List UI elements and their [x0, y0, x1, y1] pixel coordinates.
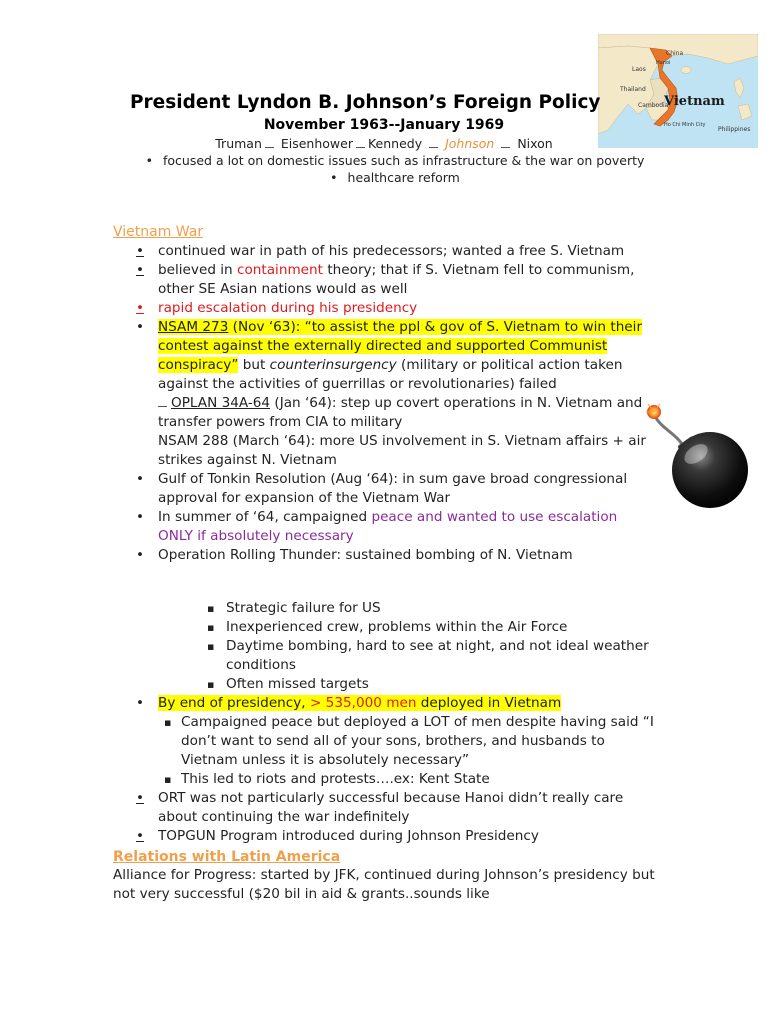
map-label-hanoi: Hanoi [656, 60, 671, 66]
sub-item: ▪ Strategic failure for US [207, 600, 381, 616]
separator-mark [265, 139, 274, 148]
list-item: • By end of presidency, > 535,000 men deployed in Vietnam [136, 695, 562, 711]
nsam-273-term: NSAM 273 [158, 319, 229, 335]
vietnam-war-list-cont [136, 694, 656, 846]
separator-mark [501, 139, 510, 148]
page-title: President Lyndon B. Johnson’s Foreign Policy [130, 92, 600, 113]
intro-list [140, 152, 650, 186]
page-subtitle: November 1963--January 1969 [263, 117, 505, 133]
sub-item: OPLAN 34A-64 (Jan ‘64): step up covert operations in N. Vietnam and transfer powers from CIA to military [158, 395, 643, 430]
map-label-laos: Laos [632, 66, 646, 73]
separator-mark [356, 139, 365, 148]
sub-item: NSAM 288 (March ‘64): more US involvement in S. Vietnam affairs + air strikes against N. Vietnam [158, 433, 646, 468]
list-item: • NSAM 273 (Nov ‘63): “to assist the ppl & gov of S. Vietnam to win their contest against the externally directed and supported Communist conspiracy” but counterinsurgency (military or political action taken against the activities of guerrillas or revolutionaries) failed OPLAN 34A-64 (Jan ‘64): step up covert operations in N. Vietnam and transfer powers from CIA to military NSAM 288 (March ‘64): more US involvement in S. Vietnam affairs + air strikes against N. Vietnam [136, 318, 656, 470]
map-label-hcmc: Ho Chi Minh City [664, 122, 706, 128]
list-item: • ORT was not particularly successful because Hanoi didn’t really care about continuing the war indefinitely [136, 790, 624, 825]
rolling-thunder-sublist [136, 599, 666, 694]
map-label-cambodia: Cambodia [638, 102, 669, 109]
separator-mark [429, 139, 438, 148]
intro-item: • focused a lot on domestic issues such as infrastructure & the war on poverty [145, 153, 645, 168]
president-truman: Truman [215, 136, 262, 151]
list-item: • In summer of ‘64, campaigned peace and wanted to use escalation ONLY if absolutely necessary [136, 509, 618, 544]
sub-item: ▪ Daytime bombing, hard to see at night, and not ideal weather conditions [207, 638, 649, 673]
president-johnson: Johnson [445, 136, 495, 151]
containment-term: containment [236, 262, 323, 278]
bomb-image [640, 398, 766, 510]
bomb-icon [640, 398, 766, 510]
map-label-vietnam: Vietnam [664, 94, 725, 109]
map-label-china: China [666, 50, 684, 57]
sub-item: ▪ Campaigned peace but deployed a LOT of men despite having said “I don’t want to send all of your sons, brothers, and husbands to Vietnam unless it is absolutely necessary” [164, 714, 654, 768]
map-label-philippines: Philippines [718, 126, 751, 133]
list-item: • believed in containment theory; that if S. Vietnam fell to communism, other SE Asian nations would as well [136, 262, 635, 297]
intro-item: • healthcare reform [330, 170, 460, 185]
president-eisenhower: Eisenhower [280, 136, 353, 151]
list-item: • rapid escalation during his presidency [136, 300, 418, 316]
vietnam-war-list [136, 242, 656, 565]
sub-item: ▪ Often missed targets [207, 676, 369, 692]
list-item: • Operation Rolling Thunder: sustained bombing of N. Vietnam [136, 547, 573, 563]
sub-item: ▪ This led to riots and protests….ex: Kent State [164, 771, 490, 787]
sub-item: ▪ Inexperienced crew, problems within the Air Force [207, 619, 568, 635]
section-heading-vietnam-war: Vietnam War [113, 224, 204, 240]
presidents-timeline [0, 136, 768, 151]
president-kennedy: Kennedy [367, 136, 423, 151]
section-heading-latin-america: Relations with Latin America [113, 849, 341, 865]
list-item: • continued war in path of his predecessors; wanted a free S. Vietnam [136, 243, 625, 259]
president-nixon: Nixon [517, 136, 553, 151]
list-item: • Gulf of Tonkin Resolution (Aug ‘64): in sum gave broad congressional approval for expansion of the Vietnam War [136, 471, 628, 506]
alliance-for-progress-text: Alliance for Progress: started by JFK, continued during Johnson’s presidency but not very successful ($20 bil in aid & grants..sounds like [113, 867, 655, 902]
map-label-thailand: Thailand [620, 86, 646, 93]
list-item: • TOPGUN Program introduced during Johnson Presidency [136, 828, 539, 844]
